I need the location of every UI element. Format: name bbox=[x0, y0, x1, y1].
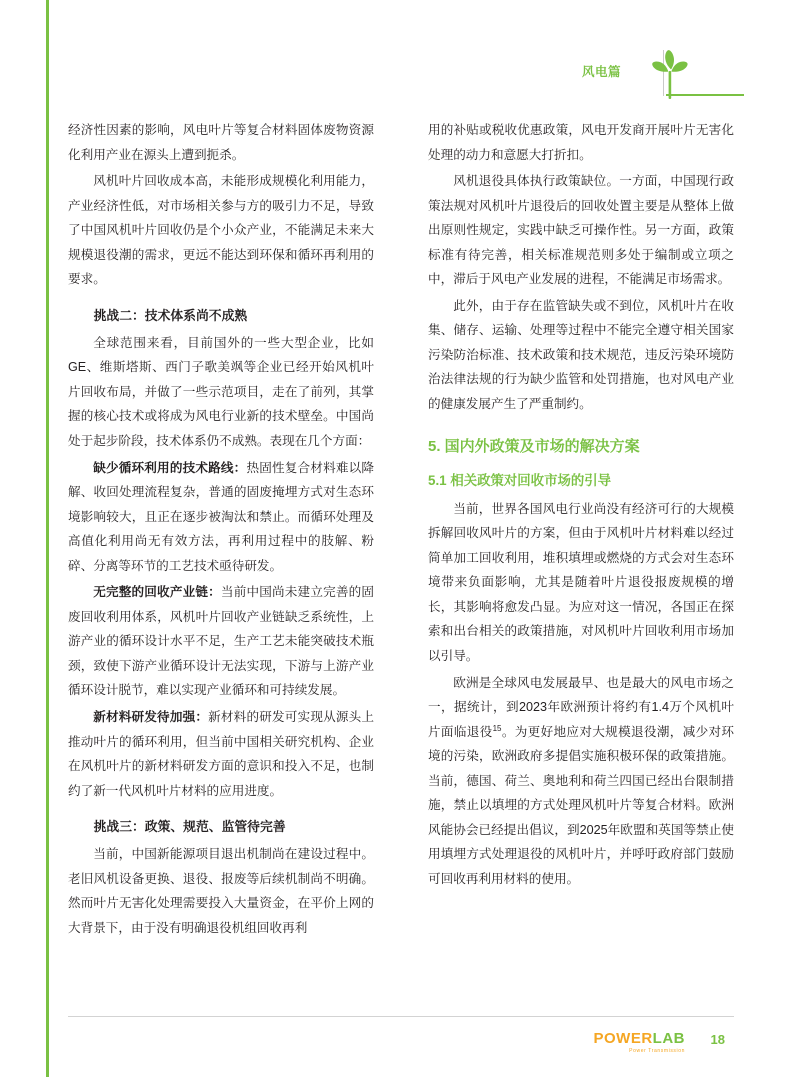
right-paragraph: 当前，世界各国风电行业尚没有经济可行的大规模拆解回收风叶片的方案，但由于风机叶片材料难以经过简单加工回收利用，堆积填埋或燃烧的方式会对生态环境带来负面影响，尤其是随着叶片退役报废规模的增长，其影响将愈发凸显。为应对这一情况，各国正在探索和出台相关的政策措施，对风机叶片回收利用市场加以引导。 bbox=[428, 501, 734, 663]
footer-logo-power: POWER bbox=[593, 1030, 653, 1047]
right-section-heading: 5. 国内外政策及市场的解决方案 bbox=[428, 437, 640, 455]
footer-divider bbox=[68, 1016, 734, 1017]
left-runin-lead: 无完整的回收产业链： bbox=[93, 585, 221, 600]
right-footnote-marker: 15 bbox=[492, 723, 502, 733]
left-paragraph: 当前，中国新能源项目退出机制尚在建设过程中。老旧风机设备更换、退役、报废等后续机制尚不明确。然而叶片无害化处理需要投入大量资金，在平价上网的大背景下，由于没有明确退役机组回收再利 bbox=[68, 847, 374, 935]
page-header bbox=[46, 44, 747, 96]
left-runin-lead: 新材料研发待加强： bbox=[93, 709, 209, 724]
left-challenge-heading: 挑战三：政策、规范、监管待完善 bbox=[93, 819, 286, 835]
left-paragraph: 全球范围来看，目前国外的一些大型企业，比如GE、维斯塔斯、西门子歌美飒等企业已经开始风机叶片回收布局，并做了一些示范项目，走在了前列，其掌握的核心技术或将成为风电行业新的技术壁垒。中国尚处于起步阶段，技术体系仍不成熟。表现在几个方面： bbox=[68, 335, 374, 448]
right-paragraph: 风机退役具体执行政策缺位。一方面，中国现行政策法规对风机叶片退役后的回收处置主要是从整体上做出原则性规定，实践中缺乏可操作性。另一方面，政策标准有待完善，相关标准规范则多处于编制或立项之中，滞后于风电产业发展的进程，不能满足市场需求。 bbox=[428, 174, 734, 287]
footer-logo-subtitle: Power Transmission bbox=[629, 1048, 685, 1054]
right-paragraph-text-cont: 。为更好地应对大规模退役潮，减少对环境的污染，欧洲政府多提倡实施积极环保的政策措施。当前，德国、荷兰、奥地利和荷兰四国已经出台限制措施，禁止以填埋的方式处理风机叶片等复合材料。欧洲风能协会已经提出倡议，到2025年欧盟和英国等禁止使用填埋方式处理退役的风机叶片，并呼吁政府部门鼓励可回收再利用材料的使用。 bbox=[428, 724, 735, 886]
footer-logo-lab: LAB bbox=[652, 1030, 685, 1047]
powerlab-logo bbox=[594, 1030, 686, 1054]
left-runin-lead: 缺少循环利用的技术路线： bbox=[93, 460, 247, 475]
right-subsection-heading: 5.1 相关政策对回收市场的引导 bbox=[428, 472, 612, 488]
left-runin-body: 当前中国尚未建立完善的固废回收利用体系，风机叶片回收产业链缺乏系统性，上游产业的循环设计水平不足，生产工艺未能突破技术瓶颈，致使下游产业循环设计无法实现，下游与上游产业循环设计脱节，难以实现产业循环和可持续发展。 bbox=[68, 585, 375, 698]
left-runin-paragraph bbox=[68, 580, 374, 703]
body-column-left bbox=[68, 118, 374, 942]
left-paragraph: 风机叶片回收成本高，未能形成规模化利用能力，产业经济性低，对市场相关参与方的吸引力不足，导致了中国风机叶片回收仍是个小众产业，不能满足未来大规模退役潮的需求，更远不能达到环保和循环再利用的要求。 bbox=[68, 174, 374, 287]
left-runin-paragraph bbox=[68, 705, 374, 803]
left-challenge-heading: 挑战二：技术体系尚不成熟 bbox=[93, 307, 248, 323]
page-number: 18 bbox=[710, 1032, 725, 1047]
right-paragraph bbox=[428, 671, 734, 892]
left-paragraph: 经济性因素的影响，风电叶片等复合材料固体废物资源化利用产业在源头上遭到扼杀。 bbox=[68, 123, 374, 162]
page-footer bbox=[68, 1030, 747, 1064]
left-runin-body: 热固性复合材料难以降解、收回处理流程复杂，普通的固废掩埋方式对生态环境影响较大，且正在逐步被淘汰和禁止。而循环处理及高值化利用尚无有效方法，再利用过程中的肢解、粉碎、分离等环节的工艺技术亟待研发。 bbox=[68, 460, 375, 573]
left-runin-body: 新材料的研发可实现从源头上推动叶片的循环利用，但当前中国相关研究机构、企业在风机叶片的新材料研发方面的意识和投入不足，也制约了新一代风机叶片材料的应用进度。 bbox=[68, 709, 375, 798]
right-paragraph: 此外，由于存在监管缺失或不到位，风机叶片在收集、储存、运输、处理等过程中不能完全遵守相关国家污染防治标准、技术政策和技术规范，违反污染环境防治法律法规的行为缺少监管和处罚措施，也对风电产业的健康发展产生了严重制约。 bbox=[428, 298, 734, 412]
right-paragraph-text: 欧洲是全球风电发展最早、也是最大的风电市场之一，据统计，到2023年欧洲预计将约有1.4万个风机叶片面临退役 bbox=[428, 675, 734, 739]
right-paragraph: 用的补贴或税收优惠政策，风电开发商开展叶片无害化处理的动力和意愿大打折扣。 bbox=[428, 123, 734, 162]
body-column-right bbox=[428, 118, 734, 893]
left-runin-paragraph bbox=[68, 456, 374, 579]
wind-turbine-icon bbox=[639, 46, 701, 104]
header-section-title: 风电篇 bbox=[581, 65, 621, 79]
page-left-accent-rule bbox=[46, 0, 49, 1077]
